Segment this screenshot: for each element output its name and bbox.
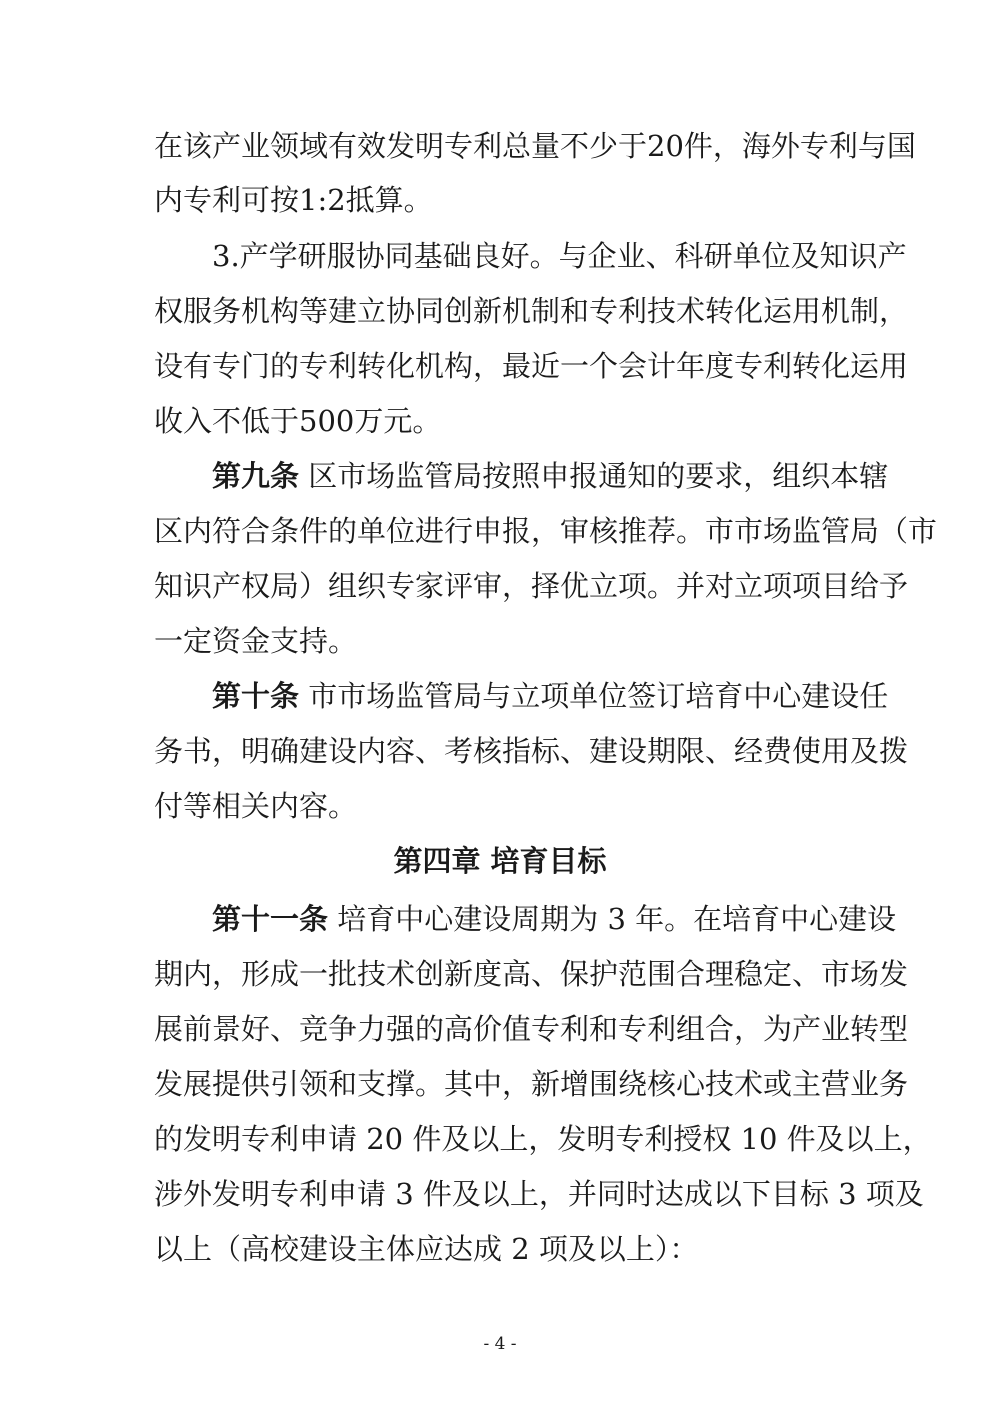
body-text-line: 务书，明确建设内容、考核指标、建设期限、经费使用及拨: [154, 734, 909, 768]
body-text-line: 涉外发明专利申请 3 件及以上，并同时达成以下目标 3 项及: [154, 1177, 924, 1211]
article-11-first-line: [212, 899, 897, 939]
article-9-first-line: [212, 456, 889, 496]
body-text-line: 区内符合条件的单位进行申报，审核推荐。市市场监管局（市: [154, 514, 938, 548]
body-text-line: 一定资金支持。: [154, 624, 358, 658]
body-text-line: 展前景好、竞争力强的高价值专利和专利组合，为产业转型: [154, 1012, 909, 1046]
body-text-line: 付等相关内容。: [154, 789, 358, 823]
chapter-heading: 第四章 培育目标: [393, 844, 607, 878]
body-text-line: 发展提供引领和支撑。其中，新增围绕核心技术或主营业务: [154, 1067, 909, 1101]
body-text-line: 内专利可按1:2抵算。: [154, 183, 433, 217]
body-text-line: 期内，形成一批技术创新度高、保护范围合理稳定、市场发: [154, 957, 909, 991]
article-label: 第十条: [212, 679, 300, 713]
body-text-line: 以上（高校建设主体应达成 2 项及以上）：: [154, 1232, 699, 1266]
article-text: 区市场监管局按照申报通知的要求，组织本辖: [308, 459, 889, 493]
body-text-line: 权服务机构等建立协同创新机制和专利技术转化运用机制，: [154, 294, 909, 328]
page-number: - 4 -: [483, 1334, 517, 1354]
body-text-line: 收入不低于500万元。: [154, 404, 442, 438]
article-label: 第十一条: [212, 902, 329, 936]
article-text: 培育中心建设周期为 3 年。在培育中心建设: [337, 902, 897, 936]
article-10-first-line: [212, 676, 889, 716]
body-text-line: 设有专门的专利转化机构，最近一个会计年度专利转化运用: [154, 349, 909, 383]
article-label: 第九条: [212, 459, 300, 493]
body-text-line: 在该产业领域有效发明专利总量不少于20件，海外专利与国: [154, 129, 916, 163]
body-text-line: 3.产学研服协同基础良好。与企业、科研单位及知识产: [212, 239, 907, 273]
body-text-line: 的发明专利申请 20 件及以上，发明专利授权 10 件及以上，: [154, 1122, 932, 1156]
article-text: 市市场监管局与立项单位签订培育中心建设任: [308, 679, 889, 713]
body-text-line: 知识产权局）组织专家评审，择优立项。并对立项项目给予: [154, 569, 909, 603]
